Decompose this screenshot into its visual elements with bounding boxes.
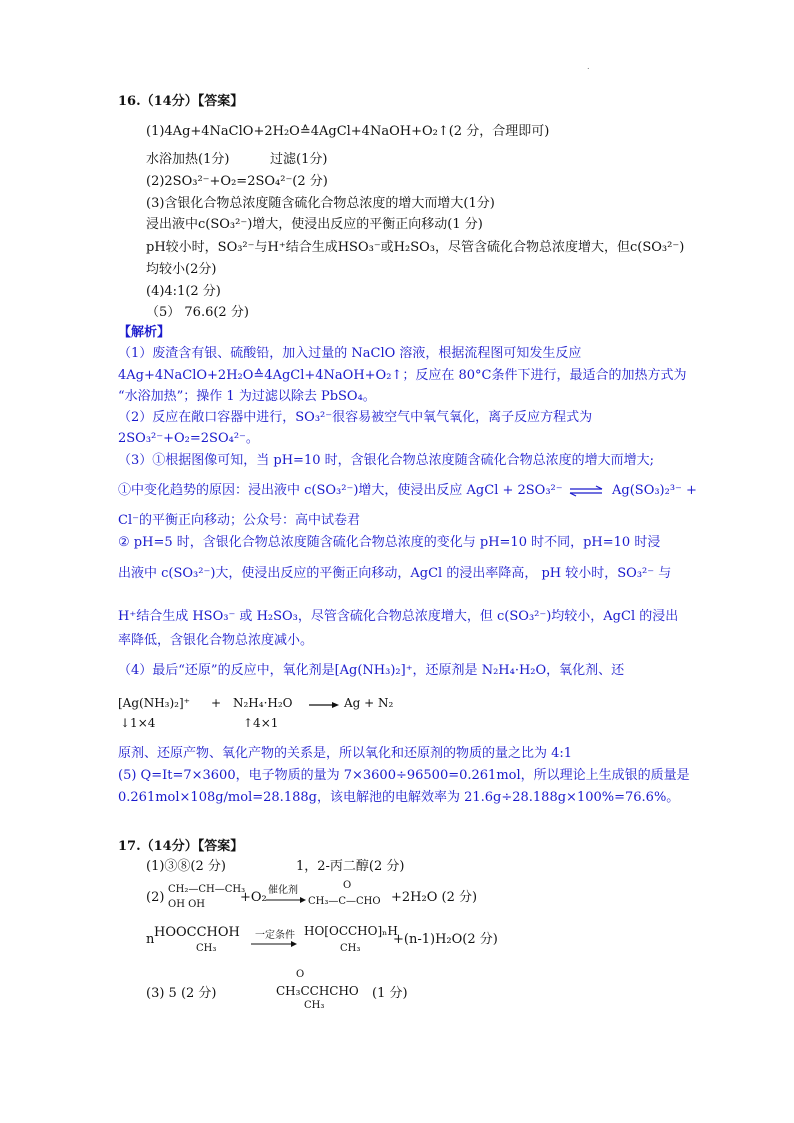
q17-answer-1: (1)③⑧(2 分) — [146, 859, 226, 874]
analysis-p3g: 率降低，含银化合物总浓度减小。 — [118, 633, 314, 648]
q17-condition-label: 一定条件 — [255, 930, 295, 941]
q17-polymer-rest: +(n-1)H₂O(2 分) — [393, 932, 498, 947]
equilibrium-arrow-icon — [568, 484, 604, 498]
analysis-p2b: 2SO₃²⁻+O₂=2SO₄²⁻。 — [118, 431, 259, 446]
corner-mark: . — [587, 62, 590, 71]
eq4-reductant: N₂H₄·H₂O — [233, 696, 293, 710]
q17-header: 17.（14分）【答案】 — [118, 839, 244, 854]
q16-answer-2: (2)2SO₃²⁻+O₂=2SO₄²⁻(2 分) — [146, 174, 328, 189]
analysis-p3b-post: Ag(SO₃)₂³⁻ + — [612, 483, 697, 498]
analysis-p4b: 原剂、还原产物、氧化产物的关系是，所以氧化和还原剂的物质的量之比为 4:1 — [118, 746, 573, 761]
eq4-products: Ag + N₂ — [344, 696, 394, 710]
q16-answer-4: (4)4:1(2 分) — [146, 284, 221, 299]
eq4-oxidant: [Ag(NH₃)₂]⁺ — [118, 696, 190, 710]
q17-polymer: HO[OCCHO]ₙH — [304, 924, 398, 938]
q17-answer-1-name: 1，2-丙二醇(2 分) — [296, 859, 405, 874]
q17-answer-3-methyl: CH₃ — [304, 1000, 325, 1011]
analysis-p5: (5) Q=It=7×3600，电子物质的量为 7×3600÷96500=0.261mol，所以理论上生成银的质量是 — [118, 768, 690, 783]
eq4-plus: + — [211, 696, 222, 710]
analysis-p3d: ② pH=5 时，含银化合物总浓度随含硫化合物总浓度的变化与 pH=10 时不同，pH=10 时浸 — [118, 535, 661, 550]
q17-reactant-oh: OH OH — [168, 899, 206, 910]
q17-answer-3-score: (1 分) — [372, 986, 408, 1001]
analysis-p1b: 4Ag+4NaClO+2H₂O≙4AgCl+4NaOH+O₂↑；反应在 80°C条件下进行，最适合的加热方式为 — [118, 368, 687, 383]
q17-lactic-acid: HOOCCHOH — [154, 925, 240, 940]
q17-oxygen: +O₂ — [240, 890, 267, 905]
analysis-p3b-pre: ①中变化趋势的原因：浸出液中 c(SO₃²⁻)增大，使浸出反应 AgCl + 2SO₃²⁻ — [118, 483, 563, 498]
q16-answer-3: (3)含银化合物总浓度随含硫化合物总浓度的增大而增大(1分) — [146, 196, 495, 211]
analysis-p3e: 出液中 c(SO₃²⁻)大，使浸出反应的平衡正向移动，AgCl 的浸出率降高， pH 较小时，SO₃²⁻ 与 — [118, 566, 672, 581]
q16-answer-3b: 浸出液中c(SO₃²⁻)增大，使浸出反应的平衡正向移动(1 分) — [146, 217, 483, 232]
analysis-p3: （3）①根据图像可知，当 pH=10 时，含银化合物总浓度随含硫化合物总浓度的增大而增大; — [118, 453, 655, 468]
q17-n: n — [146, 932, 155, 947]
analysis-p4: （4）最后“还原”的反应中，氧化剂是[Ag(NH₃)₂]⁺，还原剂是 N₂H₄·H₂O，氧化剂、还 — [118, 663, 625, 678]
q16-answer-1-heating: 水浴加热(1分) — [146, 152, 230, 167]
q16-answer-5: （5） 76.6(2 分) — [146, 305, 249, 320]
q17-carbonyl-o: O — [343, 880, 352, 891]
q17-catalyst-label: 催化剂 — [268, 885, 298, 896]
analysis-title: 【解析】 — [118, 325, 171, 340]
analysis-p2: （2）反应在敞口容器中进行，SO₃²⁻很容易被空气中氧气氧化，离子反应方程式为 — [118, 410, 593, 425]
analysis-p3f: H⁺结合生成 HSO₃⁻ 或 H₂SO₃，尽管含硫化合物总浓度增大，但 c(SO₃²⁻)均较小，AgCl 的浸出 — [118, 609, 679, 624]
q16-answer-1-filter: 过滤(1分) — [270, 152, 328, 167]
reaction-arrow-icon — [250, 940, 298, 948]
eq4-electron-ratio-2: ↑4×1 — [243, 716, 279, 730]
q17-answer-3: (3) 5 (2 分) — [146, 986, 217, 1001]
analysis-p5b: 0.261mol×108g/mol=28.188g，该电解池的电解效率为 21.6g÷28.188g×100%=76.6%。 — [118, 790, 680, 805]
q17-product: CH₃—C—CHO — [308, 896, 381, 907]
q17-reactant-chain: CH₂—CH—CH₃ — [168, 884, 246, 895]
q17-answer-2-label: (2) — [146, 890, 165, 905]
q16-answer-3c: pH较小时，SO₃²⁻与H⁺结合生成HSO₃⁻或H₂SO₃，尽管含硫化合物总浓度增大，但c(SO₃²⁻) — [146, 240, 685, 255]
q16-answer-1: (1)4Ag+4NaClO+2H₂O≙4AgCl+4NaOH+O₂↑(2 分，合理即可) — [146, 124, 550, 139]
analysis-p3c: Cl⁻的平衡正向移动；公众号：高中试卷君 — [118, 513, 360, 528]
reaction-arrow-icon — [265, 896, 307, 904]
eq4-electron-ratio-1: ↓1×4 — [120, 716, 156, 730]
analysis-p1: （1）废渣含有银、硫酸铅，加入过量的 NaClO 溶液，根据流程图可知发生反应 — [118, 346, 582, 361]
q17-answer-2-rest: +2H₂O (2 分) — [391, 890, 478, 905]
reaction-arrow-icon — [308, 700, 340, 710]
q17-answer-3-structure: CH₃CCHCHO — [276, 984, 359, 998]
q16-answer-3d: 均较小(2分) — [146, 262, 217, 277]
q17-lactic-acid-methyl: CH₃ — [196, 943, 217, 954]
q16-header: 16.（14分）【答案】 — [118, 94, 244, 109]
q17-polymer-methyl: CH₃ — [340, 943, 361, 954]
q17-answer-3-o: O — [296, 969, 305, 980]
analysis-p1c: “水浴加热”；操作 1 为过滤以除去 PbSO₄。 — [118, 389, 376, 404]
